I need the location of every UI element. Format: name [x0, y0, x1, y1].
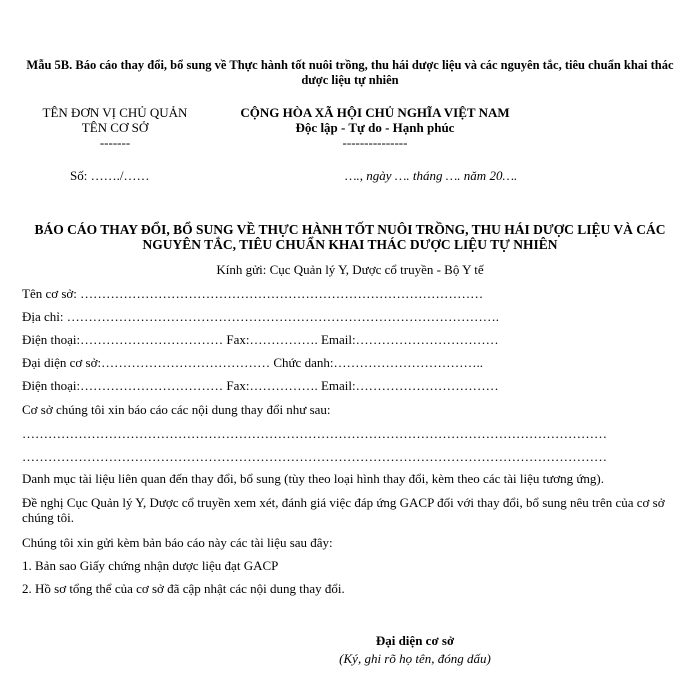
attachment-item: 1. Bản sao Giấy chứng nhận dược liệu đạt GACP: [22, 558, 279, 573]
dotted-line: ………………………………………………………………………………………………………………………: [22, 426, 607, 441]
document-date: …., ngày …. tháng …. năm 20….: [345, 168, 518, 183]
representative-field: Đại diện cơ sở:………………………………… Chức danh:……………………………..: [22, 355, 483, 370]
header-right: [210, 105, 540, 150]
representative-phone-field: Điện thoại:…………………………… Fax:……………. Email:……………………………: [22, 378, 499, 393]
address-field: Địa chỉ: ……………………………………………………………………………………….: [22, 309, 500, 324]
facility-name-heading: TÊN CƠ SỞ: [81, 120, 149, 135]
signature-title: Đại diện cơ sở: [375, 633, 455, 648]
attachment-item: 2. Hồ sơ tổng thể của cơ sở đã cập nhật các nội dung thay đổi.: [22, 581, 345, 596]
dotted-line: ………………………………………………………………………………………………………………………: [22, 449, 607, 464]
report-title: BÁO CÁO THAY ĐỔI, BỔ SUNG VỀ THỰC HÀNH TỐT NUÔI TRỒNG, THU HÁI DƯỢC LIỆU VÀ CÁC NGUYÊN TẮC, TIÊU CHUẨN KHAI THÁC DƯỢC LIỆU TỰ NHIÊN: [34, 222, 666, 252]
header-left: [10, 105, 220, 150]
recipient-line: Kính gửi: Cục Quản lý Y, Dược cổ truyền - Bộ Y tế: [216, 262, 484, 277]
attachments-intro: Chúng tôi xin gửi kèm bản báo cáo này các tài liệu sau đây:: [22, 535, 333, 550]
national-motto: Độc lập - Tự do - Hạnh phúc: [295, 120, 455, 135]
parent-unit-name: TÊN ĐƠN VỊ CHỦ QUẢN: [42, 105, 188, 120]
header-right-divider: ---------------: [342, 135, 408, 150]
facility-name-field: Tên cơ sở: …………………………………………………………………………………: [22, 286, 484, 301]
signature-note: (Ký, ghi rõ họ tên, đóng dấu): [339, 651, 491, 666]
header-left-divider: -------: [99, 135, 131, 150]
document-list-paragraph: Danh mục tài liệu liên quan đến thay đổi, bổ sung (tùy theo loại hình thay đổi, kèm theo các tài liệu tương ứng).: [22, 471, 605, 486]
national-title: CỘNG HÒA XÃ HỘI CHỦ NGHĨA VIỆT NAM: [240, 105, 510, 120]
content-intro: Cơ sở chúng tôi xin báo cáo các nội dung thay đổi như sau:: [22, 402, 331, 417]
phone-fax-email-field: Điện thoại:…………………………… Fax:……………. Email:……………………………: [22, 332, 499, 347]
request-paragraph: Đề nghị Cục Quản lý Y, Dược cổ truyền xem xét, đánh giá việc đáp ứng GACP đối với thay đổi, bổ sung nêu trên của cơ sở chúng tôi.: [22, 495, 665, 525]
form-title: Mẫu 5B. Báo cáo thay đổi, bổ sung về Thực hành tốt nuôi trồng, thu hái dược liệu và các nguyên tắc, tiêu chuẩn khai thác dược liệu tự nhiên: [26, 58, 674, 87]
document-number: Số: ……./……: [70, 168, 150, 183]
